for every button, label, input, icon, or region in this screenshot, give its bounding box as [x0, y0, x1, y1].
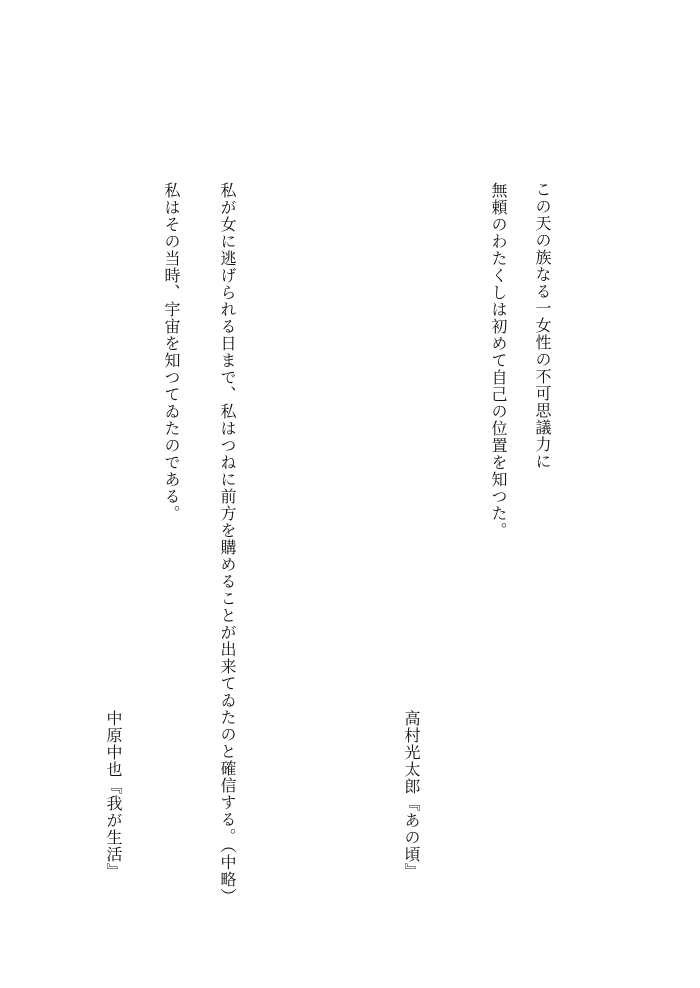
quote-line: 無頼のわたくしは初めて自己の位置を知つた。	[489, 182, 508, 539]
quote-line: この天の族なる一女性の不可思議力に	[533, 181, 552, 470]
quote-attribution: 中原中也『我が生活』	[104, 710, 123, 880]
quote-line: 私が女に逃げられる日まで、私はつねに前方を購めることが出来てゐたのと確信する。（中略）	[218, 182, 237, 905]
quote-line: 私はその当時、宇宙を知つてゐたのである。	[162, 182, 181, 522]
quote-attribution: 高村光太郎『あの頃』	[402, 710, 421, 880]
